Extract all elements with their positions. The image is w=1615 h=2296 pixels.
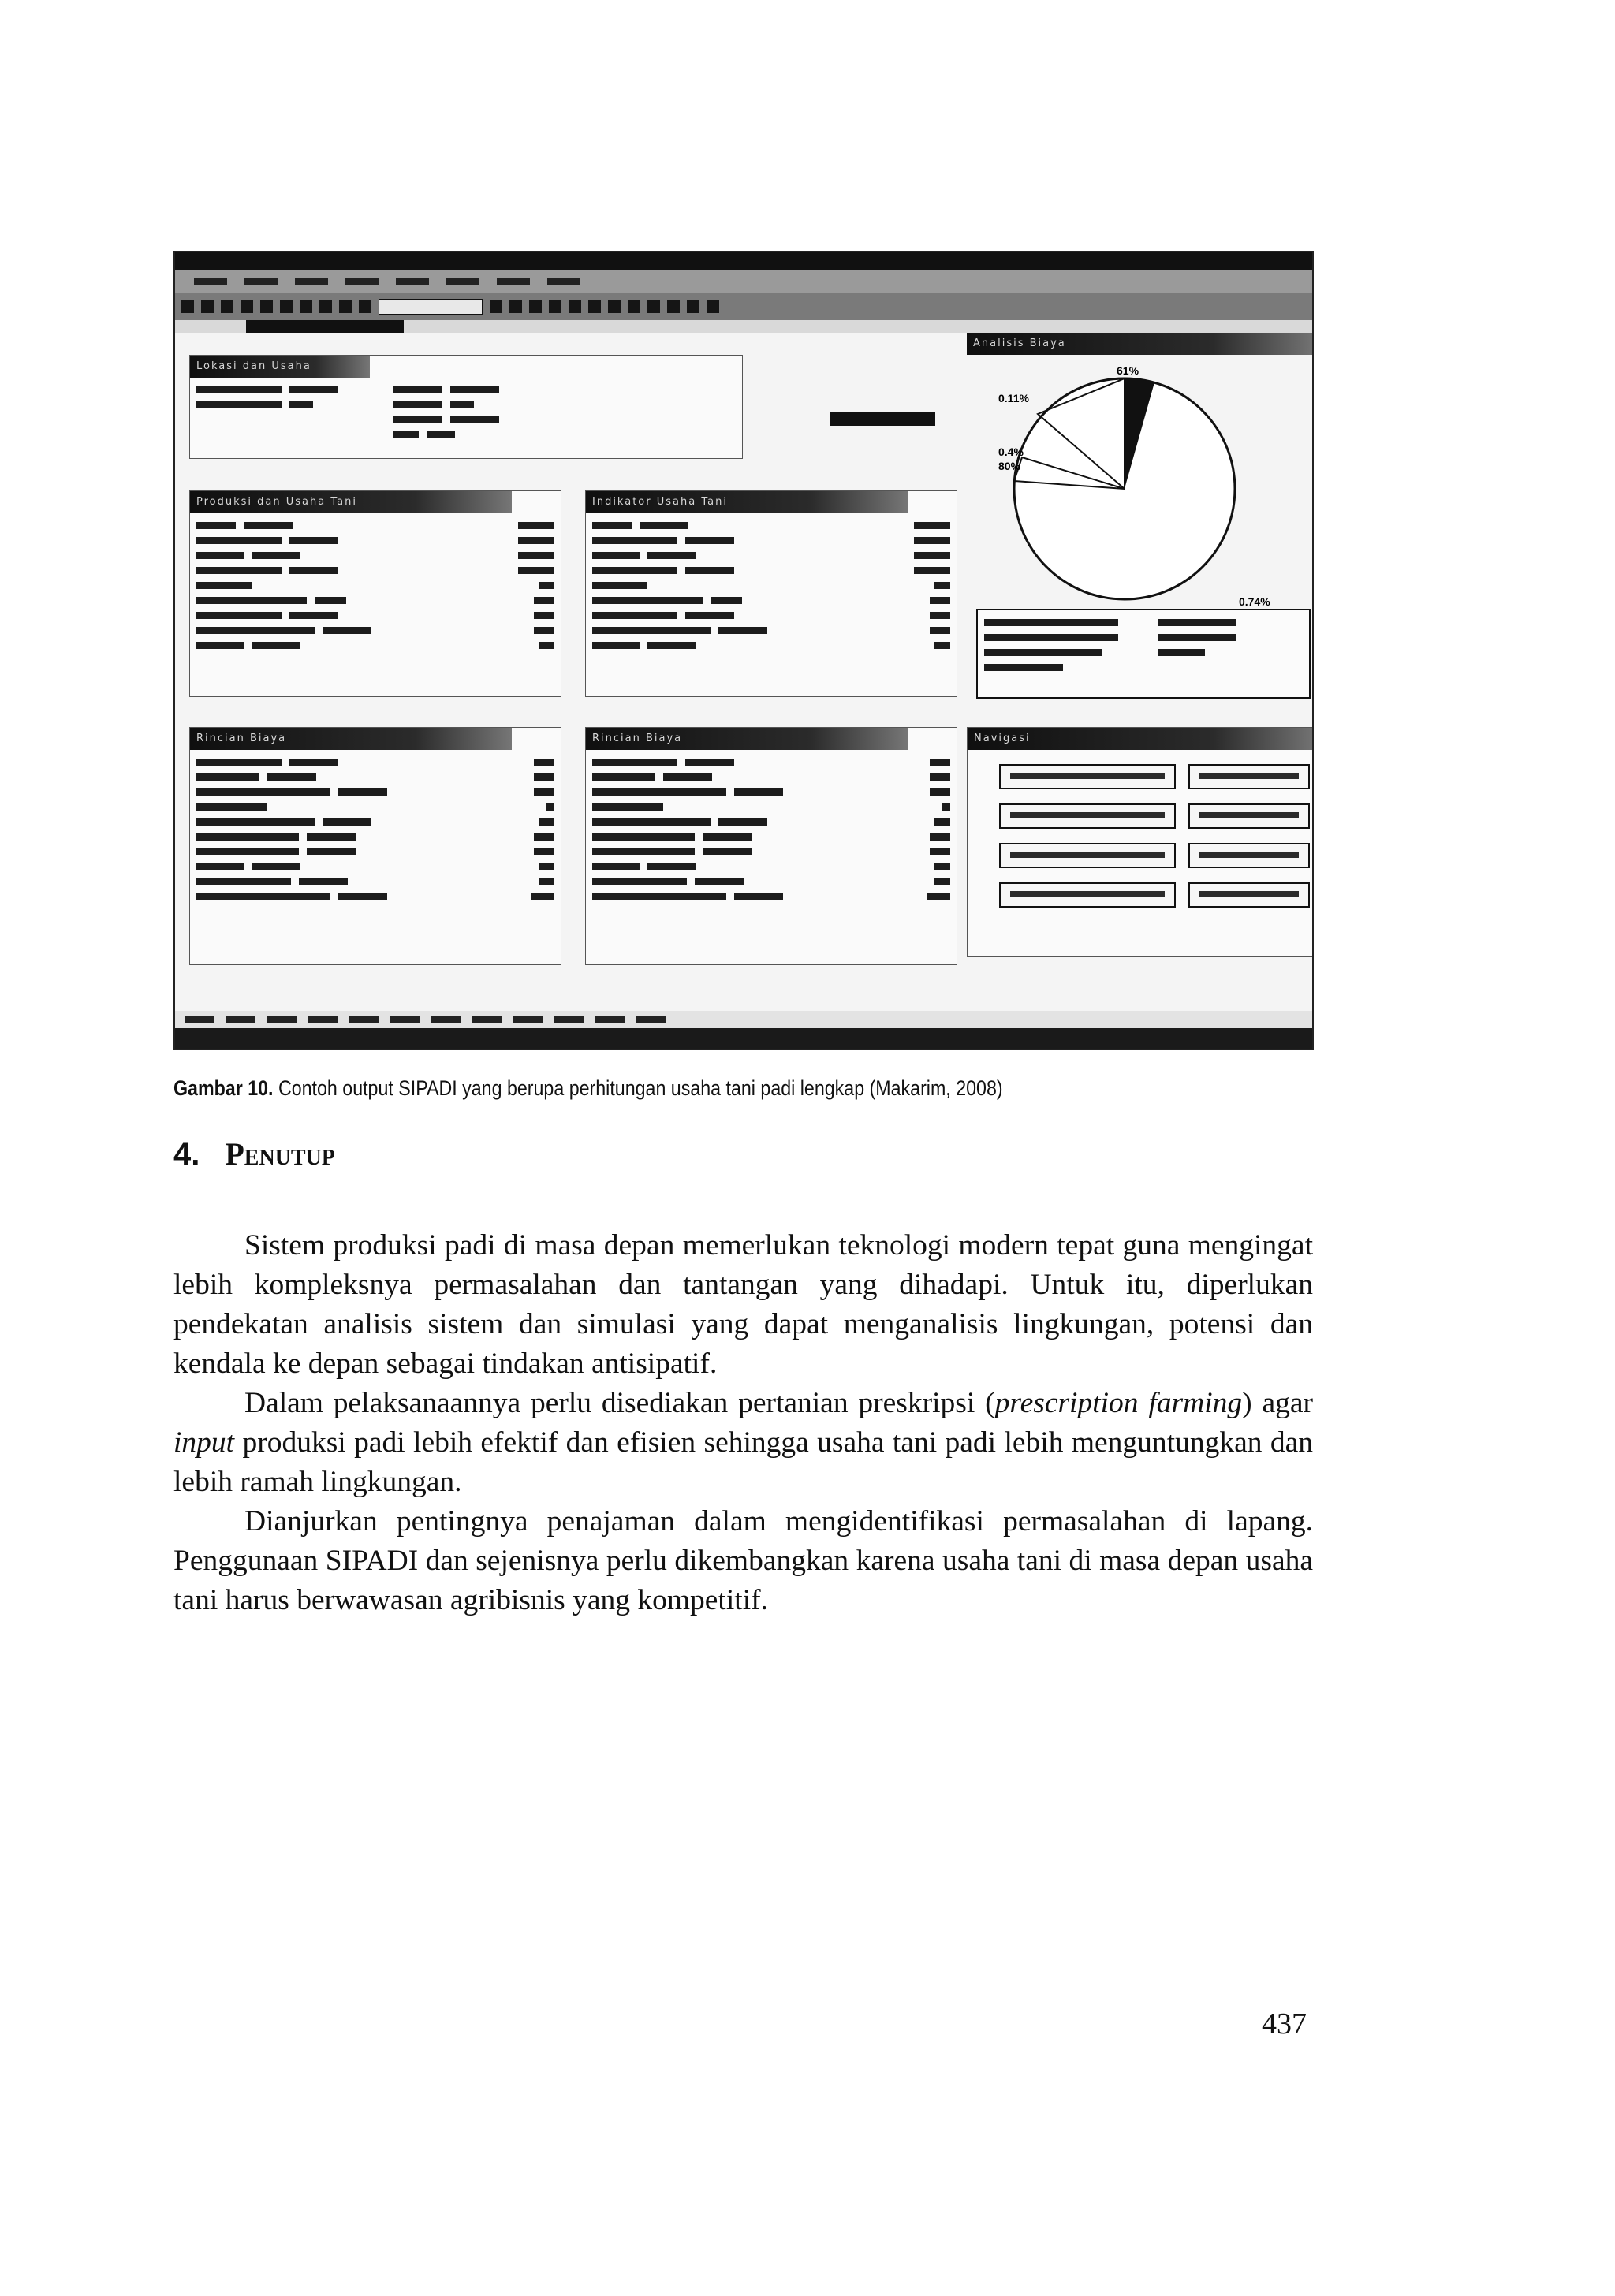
paragraph-3: Dianjurkan pentingnya penajaman dalam mengidentifikasi permasalahan di lapang. Penggunaan SIPADI dan sejenisnya perlu dikembangkan karena usaha tani di masa depan usaha tani harus berwawasan agribisnis yang kompetitif. [173, 1505, 1313, 1616]
nav-button-2 [1188, 764, 1310, 789]
section-number: 4. [173, 1137, 200, 1172]
paragraph-2-part-a: Dalam pelaksanaannya perlu disediakan pertanian preskripsi ( [244, 1387, 995, 1419]
paragraph-2-part-b: ) agar [1242, 1387, 1314, 1419]
small-input-box [830, 412, 935, 426]
location-panel-header: Lokasi dan Usaha [190, 356, 370, 378]
cost-panel [189, 727, 561, 965]
page-number: 437 [1262, 2007, 1307, 2041]
pie-legend [976, 609, 1311, 699]
paragraph-2-emphasis-prescription: prescription farming [994, 1387, 1243, 1419]
nav-button-3 [999, 803, 1176, 829]
sipadi-screenshot-figure [173, 251, 1314, 1050]
spreadsheet-area [175, 333, 1312, 1011]
nav-button-1 [999, 764, 1176, 789]
nav-button-6 [1188, 843, 1310, 868]
nav-button-4 [1188, 803, 1310, 829]
paragraph-2 [173, 1384, 1313, 1502]
cost-panel-header: Rincian Biaya [190, 728, 512, 750]
nav-button-5 [999, 843, 1176, 868]
formula-bar [175, 320, 1312, 333]
nav-button-8 [1188, 882, 1310, 908]
pie-label-3: 0.4% [998, 445, 1024, 458]
location-panel [189, 355, 743, 459]
app-statusbar [175, 1028, 1312, 1049]
paragraph-2-emphasis-input: input [173, 1426, 235, 1459]
indicator-panel-header: Indikator Usaha Tani [586, 491, 908, 513]
cost-detail-panel [585, 727, 957, 965]
pie-label-2: 0.11% [998, 392, 1029, 404]
pie-label-4: 80% [998, 460, 1021, 472]
figure-caption-label: Gambar 10. [173, 1076, 274, 1100]
section-heading [173, 1135, 335, 1172]
navigation-panel-header: Navigasi [968, 728, 1314, 750]
app-menubar [175, 270, 1312, 293]
body-text [173, 1226, 1313, 1620]
paragraph-1: Sistem produksi padi di masa depan memerlukan teknologi modern tepat guna mengingat lebih kompleksnya permasalahan dan tantangan yang dihadapi. Untuk itu, diperlukan pendekatan analisis sistem dan simulasi yang dapat menganalisis lingkungan, potensi dan kendala ke depan sebagai tindakan antisipatif. [173, 1229, 1313, 1380]
figure-caption [173, 1076, 1177, 1101]
cost-detail-panel-header: Rincian Biaya [586, 728, 908, 750]
production-panel [189, 490, 561, 697]
paragraph-2-part-c: produksi padi lebih efektif dan efisien sehingga usaha tani padi lebih menguntungkan dan lebih ramah lingkungan. [173, 1426, 1313, 1498]
app-toolbar [175, 293, 1312, 320]
production-panel-header: Produksi dan Usaha Tani [190, 491, 512, 513]
pie-label-1: 61% [1117, 364, 1139, 377]
app-titlebar [175, 252, 1312, 270]
nav-button-7 [999, 882, 1176, 908]
pie-label-5: 0.74% [1239, 595, 1270, 608]
navigation-panel [967, 727, 1314, 957]
figure-caption-text: Contoh output SIPADI yang berupa perhitungan usaha tani padi lengkap (Makarim, 2008) [278, 1076, 1003, 1100]
pie-panel-header: Analisis Biaya [967, 333, 1314, 355]
indicator-panel [585, 490, 957, 697]
pie-chart [967, 355, 1312, 623]
section-title: Penutup [225, 1136, 335, 1172]
sheet-tabs [175, 1011, 1312, 1028]
